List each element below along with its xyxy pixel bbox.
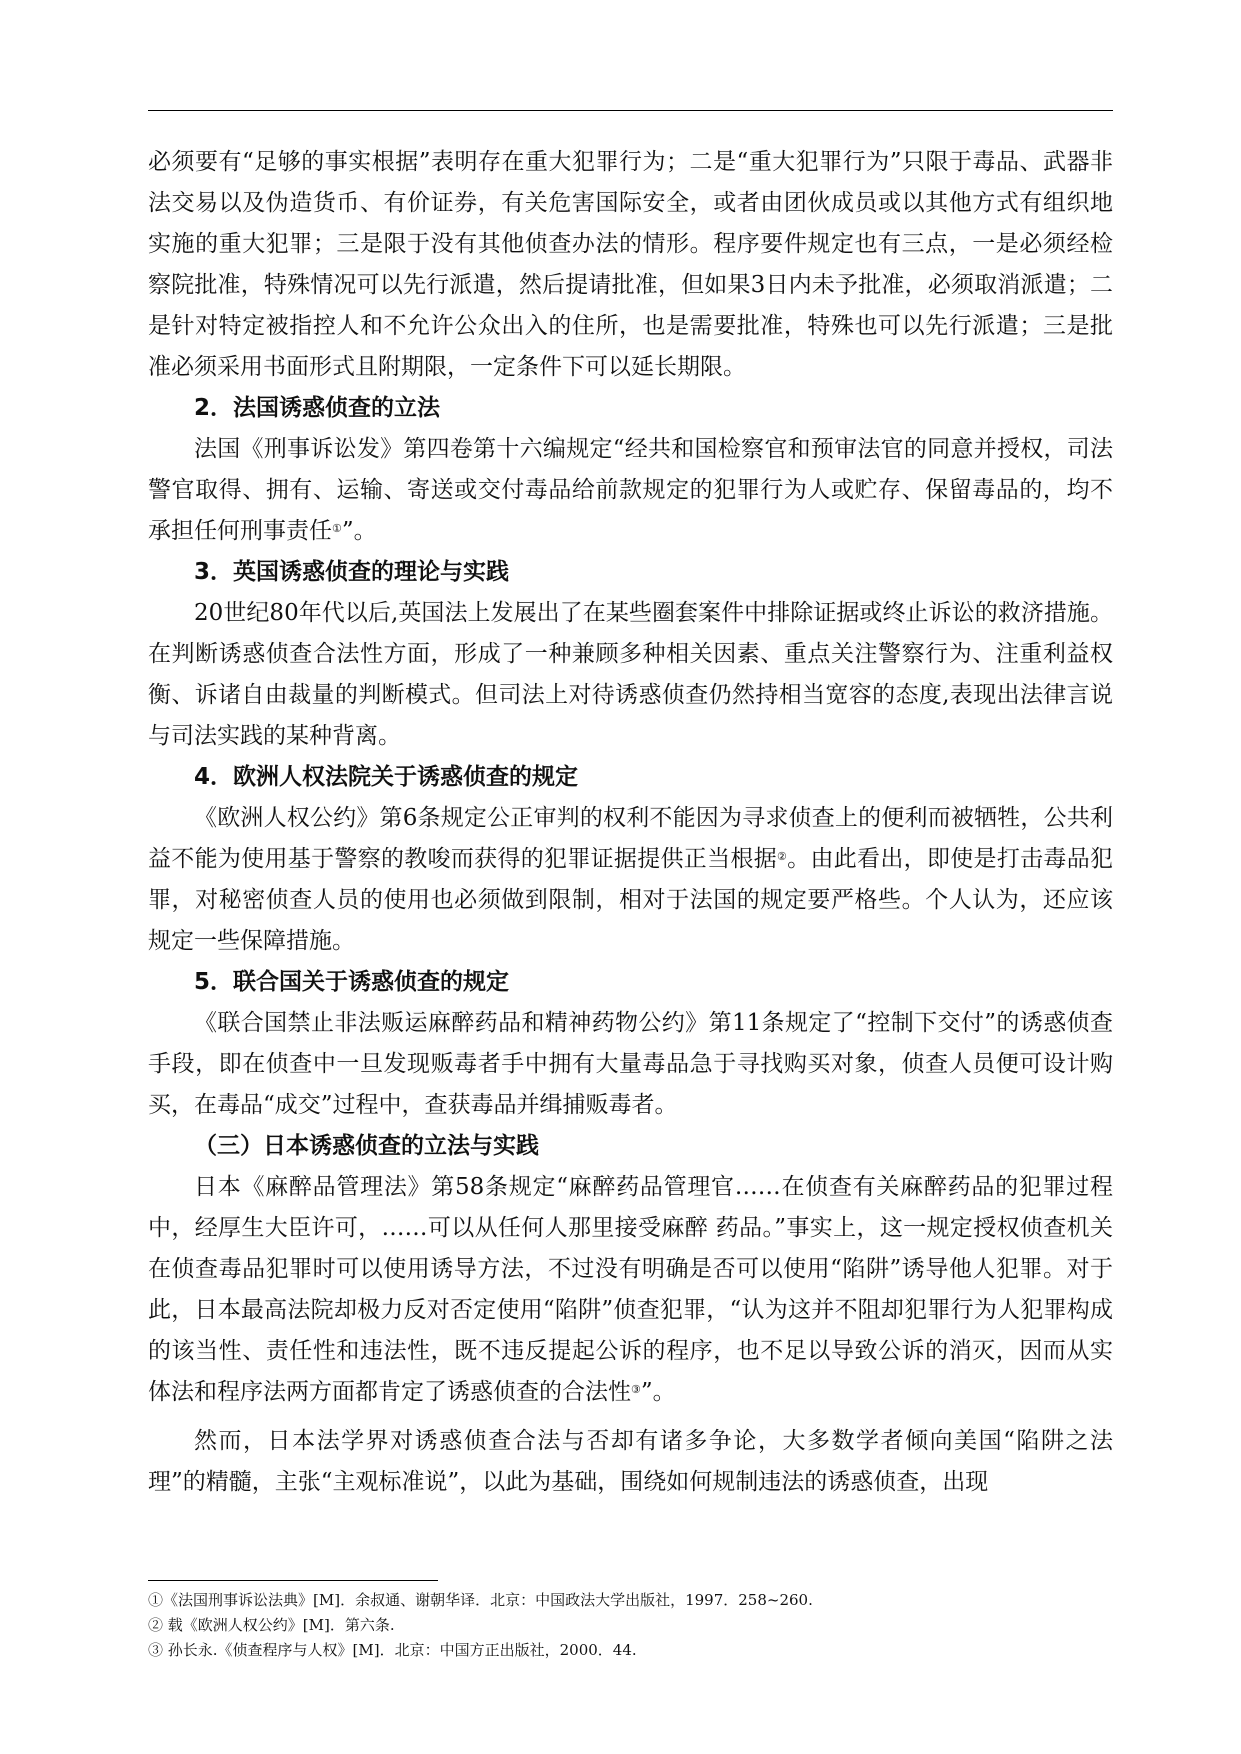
footnote-marker[interactable]: ① — [332, 522, 342, 535]
section-heading: 4．欧洲人权法院关于诱惑侦查的规定 — [194, 764, 579, 790]
footnote-marker[interactable]: ③ — [631, 1383, 641, 1396]
paragraph: 必须要有“足够的事实根据”表明存在重大犯罪行为；二是“重大犯罪行为”只限于毒品、武器非法交易以及伪造货币、有价证券，有关危害国际安全，或者由团伙成员或以其他方式有组织地实施的重大犯罪；三是限于没有其他侦查办法的情形。程序要件规定也有三点，一是必须经检察院批准，特殊情况可以先行派遣，然后提请批准，但如果3日内未予批准，必须取消派遣；二是针对特定被指控人和不允许公众出入的住所，也是需要批准，特殊也可以先行派遣；三是批准必须采用书面形式且附期限，一定条件下可以延长期限。 — [148, 149, 1113, 380]
section-heading: 5．联合国关于诱惑侦查的规定 — [194, 969, 510, 995]
footnote: ② 载《欧洲人权公约》[M]．第六条. — [148, 1616, 395, 1634]
body-text — [148, 142, 1113, 1503]
section-heading: 2．法国诱惑侦查的立法 — [194, 395, 441, 421]
paragraph: 法国《刑事诉讼发》第四卷第十六编规定“经共和国检察官和预审法官的同意并授权，司法警官取得、拥有、运输、寄送或交付毒品给前款规定的犯罪行为人或贮存、保留毒品的，均不承担任何刑事责任①”。 — [148, 436, 1113, 544]
paragraph: 然而，日本法学界对诱惑侦查合法与否却有诸多争论，大多数学者倾向美国“陷阱之法理”的精髓，主张“主观标准说”，以此为基础，围绕如何规制违法的诱惑侦查，出现 — [148, 1428, 1113, 1495]
paragraph: 20世纪80年代以后,英国法上发展出了在某些圈套案件中排除证据或终止诉讼的救济措施。在判断诱惑侦查合法性方面，形成了一种兼顾多种相关因素、重点关注警察行为、注重利益权衡、诉诸自由裁量的判断模式。但司法上对待诱惑侦查仍然持相当宽容的态度,表现出法律言说与司法实践的某种背离。 — [148, 600, 1113, 749]
paragraph: 《联合国禁止非法贩运麻醉药品和精神药物公约》第11条规定了“控制下交付”的诱惑侦查手段，即在侦查中一旦发现贩毒者手中拥有大量毒品急于寻找购买对象，侦查人员便可设计购买，在毒品“成交”过程中，查获毒品并缉捕贩毒者。 — [148, 1010, 1113, 1118]
header-rule — [148, 110, 1113, 111]
footnote-marker[interactable]: ② — [777, 850, 788, 863]
section-heading: 3．英国诱惑侦查的理论与实践 — [194, 559, 510, 585]
paragraph: 日本《麻醉品管理法》第58条规定“麻醉药品管理官……在侦查有关麻醉药品的犯罪过程中，经厚生大臣许可，……可以从任何人那里接受麻醉 药品。”事实上，这一规定授权侦查机关在侦查毒品犯罪时可以使用诱导方法，不过没有明确是否可以使用“陷阱”诱导他人犯罪。对于此，日本最高法院却极力反对否定使用“陷阱”侦查犯罪，“认为这并不阻却犯罪行为人犯罪构成的该当性、责任性和违法性，既不违反提起公诉的程序，也不足以导致公诉的消灭，因而从实体法和程序法两方面都肯定了诱惑侦查的合法性③”。 — [148, 1174, 1113, 1405]
section-heading: （三）日本诱惑侦查的立法与实践 — [194, 1133, 539, 1159]
footnote: ③ 孙长永.《侦查程序与人权》[M]．北京：中国方正出版社，2000．44. — [148, 1641, 637, 1659]
footnotes — [148, 1588, 1113, 1663]
footnote-separator — [148, 1580, 438, 1581]
paragraph: 《欧洲人权公约》第6条规定公正审判的权利不能因为寻求侦查上的便利而被牺牲，公共利益不能为使用基于警察的教唆而获得的犯罪证据提供正当根据②。由此看出，即使是打击毒品犯罪，对秘密侦查人员的使用也必须做到限制，相对于法国的规定要严格些。个人认为，还应该规定一些保障措施。 — [148, 805, 1114, 954]
footnote: ①《法国刑事诉讼法典》[M]．余叔通、谢朝华译．北京：中国政法大学出版社，1997．258~260. — [148, 1591, 813, 1609]
